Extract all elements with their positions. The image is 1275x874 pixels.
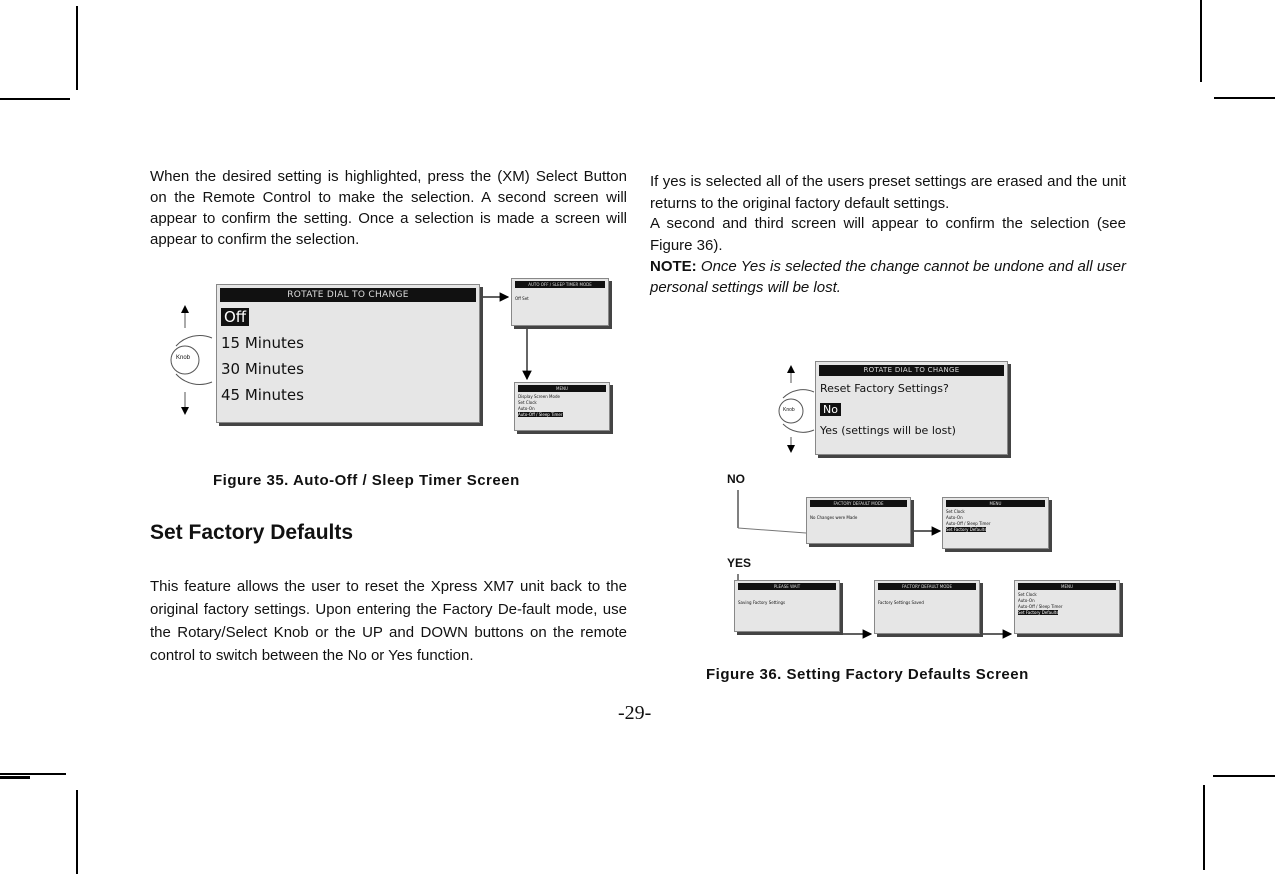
lcd-selected-option: No	[820, 403, 841, 416]
lcd-text: Saving Factory Settings	[738, 600, 786, 605]
menu-item: Set Clock	[518, 400, 537, 405]
figure-35-caption: Figure 35. Auto-Off / Sleep Timer Screen	[213, 472, 520, 489]
menu-item-selected: Set Factory Defaults	[946, 527, 987, 532]
note-text: Once Yes is selected the change cannot be undone and all user personal settings will be lost.	[650, 258, 1126, 296]
yes-label: YES	[727, 556, 752, 570]
lcd-option: 45 Minutes	[221, 386, 304, 404]
lcd-title-bar: FACTORY DEFAULT MODE	[810, 500, 907, 507]
lcd-reset-screen	[815, 361, 1008, 455]
menu-item: Auto-Off / Sleep Timer	[1018, 604, 1063, 609]
lcd-question: Reset Factory Settings?	[820, 382, 949, 395]
lcd-text: No Changes were Made	[810, 515, 858, 520]
menu-item: Auto-Off / Sleep Timer	[946, 521, 991, 526]
body-paragraph: This feature allows the user to reset the Xpress XM7 unit back to the original factory settings. Upon entering the Factory De-fault mode, use the Rotary/Select Knob or the UP and DOWN buttons on the remote control to switch between the No or Yes function.	[150, 578, 627, 664]
lcd-no-change-screen	[806, 497, 911, 544]
note-paragraph	[650, 256, 1126, 298]
lcd-option: 30 Minutes	[221, 360, 304, 378]
menu-item: Auto-On	[946, 515, 963, 520]
lcd-title-bar: MENU	[1018, 583, 1116, 590]
page-number: -29-	[618, 702, 652, 724]
right-intro-paragraph: If yes is selected all of the users preset settings are erased and the unit returns to the original factory default settings.	[650, 173, 1126, 212]
right-intro2-paragraph: A second and third screen will appear to confirm the selection (see Figure 36).	[650, 215, 1126, 254]
lcd-text: Factory Settings Saved	[878, 600, 924, 605]
menu-item: Auto-On	[518, 406, 535, 411]
menu-item: Set Clock	[946, 509, 965, 514]
lcd-menu-screen	[1014, 580, 1120, 634]
lcd-menu-screen	[942, 497, 1049, 549]
lcd-option	[816, 399, 1007, 420]
lcd-option: Yes (settings will be lost)	[820, 424, 956, 437]
lcd-confirm-screen	[511, 278, 609, 326]
lcd-menu-screen	[514, 382, 610, 431]
lcd-title-bar: MENU	[518, 385, 606, 392]
menu-item-selected: Auto-Off / Sleep Timer	[518, 412, 563, 417]
menu-item-selected: Set Factory Defaults	[1018, 610, 1059, 615]
lcd-factory-saved-screen	[874, 580, 980, 634]
figure-36-caption: Figure 36. Setting Factory Defaults Screen	[706, 666, 1029, 683]
lcd-title-bar: FACTORY DEFAULT MODE	[878, 583, 976, 590]
lcd-title-bar: MENU	[946, 500, 1045, 507]
lcd-text: Off Set	[515, 296, 529, 301]
menu-item: Auto-On	[1018, 598, 1035, 603]
lcd-title-bar: ROTATE DIAL TO CHANGE	[819, 365, 1004, 376]
lcd-option	[217, 304, 479, 330]
lcd-title-bar: AUTO OFF / SLEEP TIMER MODE	[515, 281, 605, 288]
menu-item: Set Clock	[1018, 592, 1037, 597]
lcd-title-bar: ROTATE DIAL TO CHANGE	[220, 288, 476, 302]
section-heading: Set Factory Defaults	[150, 521, 354, 544]
note-label: NOTE:	[650, 258, 697, 275]
lcd-please-wait-screen	[734, 580, 840, 632]
no-label: NO	[727, 472, 745, 486]
knob-label: Knob	[783, 407, 795, 413]
lcd-main-screen	[216, 284, 480, 423]
intro-paragraph: When the desired setting is highlighted, press the (XM) Select Button on the Remote Control to make the selection. A second screen will appear to confirm the setting. Once a selection is made a screen will appear to confirm the selection.	[150, 168, 627, 248]
knob-label: Knob	[176, 355, 191, 361]
lcd-option: 15 Minutes	[221, 334, 304, 352]
lcd-selected-option: Off	[221, 308, 249, 326]
lcd-title-bar: PLEASE WAIT	[738, 583, 836, 590]
menu-item: Display Screen Mode	[518, 394, 560, 399]
